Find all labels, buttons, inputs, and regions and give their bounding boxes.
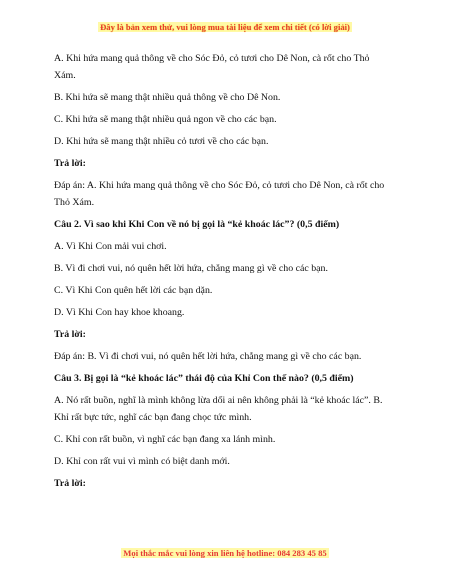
q2-option-a: A. Vì Khi Con mải vui chơi. [54, 241, 167, 252]
q3-answer-label: Trả lời: [54, 478, 86, 489]
preview-notice-banner [0, 22, 450, 32]
preview-notice-text: Đây là bản xem thử, vui lòng mua tài liệu để xem chi tiết (có lời giải) [100, 22, 350, 32]
q1-option-c: C. Khi hứa sẽ mang thật nhiều quả ngon về cho các bạn. [54, 114, 277, 125]
q1-answer: Đáp án: A. Khi hứa mang quả thông về cho Sóc Đỏ, cỏ tươi cho Dê Non, cà rốt cho Thỏ Xám. [54, 180, 385, 208]
q2-question: Câu 2. Vì sao khi Khi Con về nó bị gọi là “kẻ khoác lác”? (0,5 điểm) [54, 219, 340, 230]
hotline-footer [0, 548, 450, 558]
q2-option-c: C. Vì Khi Con quên hết lời các bạn dặn. [54, 285, 213, 296]
q3-option-d: D. Khỉ con rất vui vì mình có biệt danh mới. [54, 456, 230, 467]
q2-answer: Đáp án: B. Vì đi chơi vui, nó quên hết lời hứa, chẳng mang gì về cho các bạn. [54, 351, 362, 362]
hotline-text: Mọi thắc mắc vui lòng xin liên hệ hotline: 084 283 45 85 [123, 548, 327, 558]
q1-option-b: B. Khi hứa sẽ mang thật nhiều quả thông về cho Dê Non. [54, 92, 281, 103]
q3-option-c: C. Khỉ con rất buồn, vì nghĩ các bạn đang xa lánh mình. [54, 434, 276, 445]
q2-option-d: D. Vì Khi Con hay khoe khoang. [54, 307, 185, 318]
document-body [54, 50, 392, 497]
q1-option-d: D. Khi hứa sẽ mang thật nhiều cỏ tươi về cho các bạn. [54, 136, 269, 147]
q1-answer-label: Trả lời: [54, 158, 86, 169]
q3-option-a-b: A. Nó rất buồn, nghĩ là mình không lừa dối ai nên không phải là “kẻ khoác lác”. B. Khỉ rất bực tức, nghĩ các bạn đang chọc tức mình. [54, 395, 383, 423]
q3-question: Câu 3. Bị gọi là “kẻ khoác lác” thái độ của Khỉ Con thế nào? (0,5 điểm) [54, 373, 354, 384]
q2-option-b: B. Vì đi chơi vui, nó quên hết lời hứa, chẳng mang gì về cho các bạn. [54, 263, 328, 274]
q2-answer-label: Trả lời: [54, 329, 86, 340]
q1-option-a: A. Khi hứa mang quả thông về cho Sóc Đỏ, cỏ tươi cho Dê Non, cà rốt cho Thỏ Xám. [54, 53, 370, 81]
